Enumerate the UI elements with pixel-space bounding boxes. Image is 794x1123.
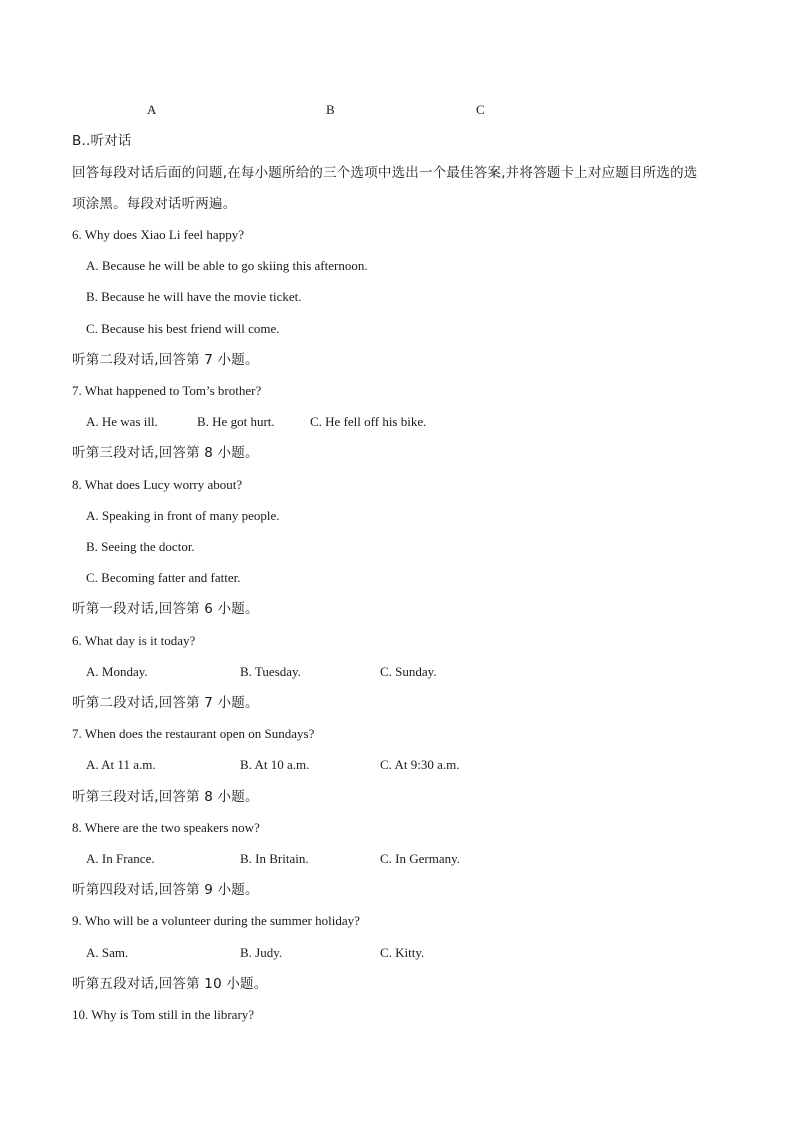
option-9-a: A. Sam.: [86, 945, 129, 960]
question-6a: 6. Why does Xiao Li feel happy?: [72, 227, 244, 242]
option-9-c: C. Kitty.: [380, 945, 425, 960]
option-8b-b: B. In Britain.: [240, 851, 309, 866]
option-7a-b: B. He got hurt.: [197, 414, 275, 429]
option-7a-a: A. He was ill.: [86, 414, 158, 429]
question-6b: 6. What day is it today?: [72, 633, 196, 648]
question-8b: 8. Where are the two speakers now?: [72, 820, 260, 835]
dialogue-prompt: 听第三段对话,回答第 8 小题。: [72, 789, 259, 805]
option-6b-b: B. Tuesday.: [240, 664, 301, 679]
instructions-line-2: 项涂黑。每段对话听两遍。: [72, 196, 237, 212]
option-9-b: B. Judy.: [240, 945, 283, 960]
question-7b: 7. When does the restaurant open on Sundays?: [72, 726, 315, 741]
option-7b-c: C. At 9:30 a.m.: [380, 757, 460, 772]
option-6b-a: A. Monday.: [86, 664, 148, 679]
option-8a-c: C. Becoming fatter and fatter.: [86, 570, 241, 585]
instructions-line-1: 回答每段对话后面的问题,在每小题所给的三个选项中选出一个最佳答案,并将答题卡上对应题目所选的选: [72, 165, 698, 181]
question-7a: 7. What happened to Tom’s brother?: [72, 383, 262, 398]
question-9: 9. Who will be a volunteer during the summer holiday?: [72, 913, 360, 928]
option-6a-a: A. Because he will be able to go skiing this afternoon.: [86, 258, 368, 273]
option-6a-b: B. Because he will have the movie ticket.: [86, 289, 302, 304]
question-10: 10. Why is Tom still in the library?: [72, 1007, 255, 1022]
option-7b-a: A. At 11 a.m.: [86, 757, 156, 772]
dialogue-prompt: 听第四段对话,回答第 9 小题。: [72, 882, 259, 898]
dialogue-prompt: 听第三段对话,回答第 8 小题。: [72, 445, 259, 461]
option-7a-c: C. He fell off his bike.: [310, 414, 427, 429]
dialogue-prompt: 听第二段对话,回答第 7 小题。: [72, 695, 259, 711]
picture-label-a: A: [147, 102, 157, 117]
picture-label-c: C: [476, 102, 485, 117]
question-8a: 8. What does Lucy worry about?: [72, 477, 243, 492]
dialogue-prompt: 听第一段对话,回答第 6 小题。: [72, 601, 259, 617]
option-8a-b: B. Seeing the doctor.: [86, 539, 195, 554]
dialogue-prompt: 听第五段对话,回答第 10 小题。: [72, 976, 268, 992]
option-8a-a: A. Speaking in front of many people.: [86, 508, 280, 523]
section-heading: B..听对话: [72, 133, 132, 149]
option-6a-c: C. Because his best friend will come.: [86, 321, 280, 336]
option-6b-c: C. Sunday.: [380, 664, 437, 679]
option-8b-a: A. In France.: [86, 851, 155, 866]
option-7b-b: B. At 10 a.m.: [240, 757, 310, 772]
dialogue-prompt: 听第二段对话,回答第 7 小题。: [72, 352, 259, 368]
option-8b-c: C. In Germany.: [380, 851, 461, 866]
picture-label-b: B: [326, 102, 335, 117]
